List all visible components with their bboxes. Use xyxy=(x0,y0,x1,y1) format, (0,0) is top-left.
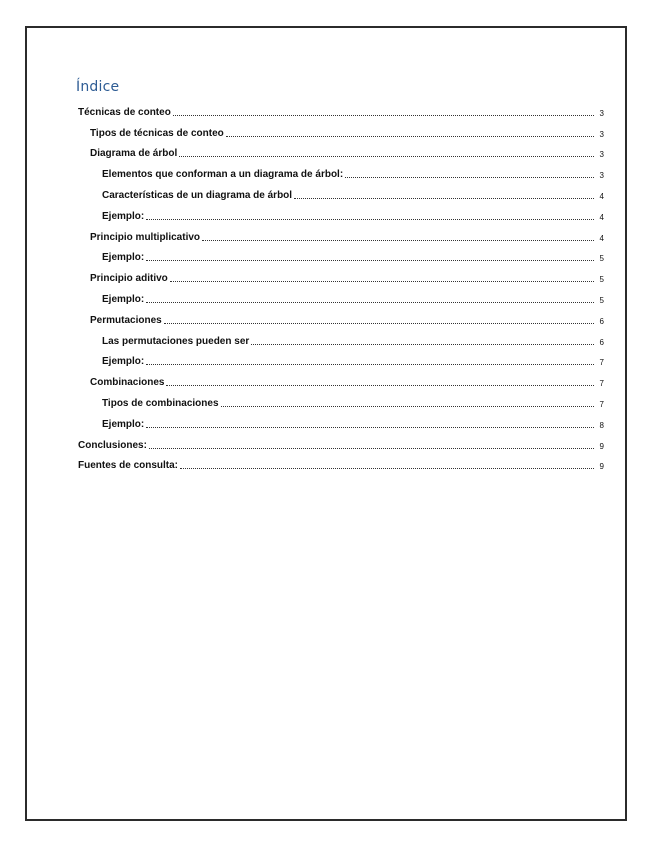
toc-entry[interactable] xyxy=(78,369,604,390)
toc-page-number: 4 xyxy=(599,191,604,201)
toc-leader-dots xyxy=(164,322,594,324)
toc-title: Índice xyxy=(76,79,120,95)
toc-entry[interactable] xyxy=(78,182,604,203)
toc-leader-dots xyxy=(146,259,594,261)
toc-entry-text: Elementos que conforman a un diagrama de árbol: xyxy=(102,169,344,181)
toc-leader-dots xyxy=(173,114,594,116)
toc-entry-text: Ejemplo: xyxy=(102,356,145,368)
toc-entry[interactable] xyxy=(78,286,604,307)
toc-entry-text: Ejemplo: xyxy=(102,252,145,264)
toc-entry-text: Permutaciones xyxy=(90,314,162,326)
toc-entry[interactable] xyxy=(78,328,604,349)
toc-entry[interactable] xyxy=(78,161,604,182)
toc-page-number: 5 xyxy=(599,254,604,264)
toc-entry[interactable] xyxy=(78,307,604,328)
toc-leader-dots xyxy=(226,135,594,137)
toc-page-number: 3 xyxy=(599,171,604,181)
toc-entry-text: Tipos de técnicas de conteo xyxy=(90,127,224,139)
toc-page-number: 3 xyxy=(599,129,604,139)
toc-entry[interactable] xyxy=(78,120,604,141)
document-page xyxy=(25,26,627,821)
toc-leader-dots xyxy=(180,467,594,469)
toc-entry[interactable] xyxy=(78,99,604,120)
toc-entry-text: Características de un diagrama de árbol xyxy=(102,189,293,201)
toc-entry-text: Diagrama de árbol xyxy=(90,148,178,160)
toc-page-number: 5 xyxy=(599,275,604,285)
toc-page-number: 8 xyxy=(599,420,604,430)
toc-entry[interactable] xyxy=(78,411,604,432)
toc-leader-dots xyxy=(221,405,594,407)
toc-page-number: 4 xyxy=(599,233,604,243)
toc-leader-dots xyxy=(149,447,594,449)
toc-entry[interactable] xyxy=(78,390,604,411)
toc-leader-dots xyxy=(146,218,594,220)
toc-leader-dots xyxy=(179,155,594,157)
toc-page-number: 3 xyxy=(599,108,604,118)
toc-page-number: 9 xyxy=(599,441,604,451)
toc-page-number: 4 xyxy=(599,212,604,222)
toc-page-number: 7 xyxy=(599,379,604,389)
toc-leader-dots xyxy=(170,280,594,282)
toc-page-number: 3 xyxy=(599,150,604,160)
toc-leader-dots xyxy=(146,426,594,428)
toc-page-number: 9 xyxy=(599,462,604,472)
toc-entry-text: Las permutaciones pueden ser xyxy=(102,335,250,347)
toc-leader-dots xyxy=(202,239,594,241)
toc-leader-dots xyxy=(294,197,594,199)
toc-entry-text: Combinaciones xyxy=(90,377,165,389)
toc-entry-text: Ejemplo: xyxy=(102,293,145,305)
toc-entry-text: Tipos de combinaciones xyxy=(102,397,219,409)
toc-entry-text: Principio multiplicativo xyxy=(90,231,201,243)
toc-leader-dots xyxy=(146,301,594,303)
toc-entry-text: Conclusiones: xyxy=(78,439,147,451)
toc-entry[interactable] xyxy=(78,349,604,370)
toc-page-number: 7 xyxy=(599,399,604,409)
toc-page-number: 5 xyxy=(599,295,604,305)
toc-entry-text: Fuentes de consulta: xyxy=(78,460,179,472)
toc-entry[interactable] xyxy=(78,245,604,266)
toc-entry[interactable] xyxy=(78,453,604,474)
toc-leader-dots xyxy=(166,384,594,386)
toc-entry-text: Técnicas de conteo xyxy=(78,106,171,118)
toc-entry[interactable] xyxy=(78,265,604,286)
toc-entry[interactable] xyxy=(78,141,604,162)
toc-leader-dots xyxy=(146,363,594,365)
toc-page-number: 6 xyxy=(599,316,604,326)
toc-entry[interactable] xyxy=(78,203,604,224)
toc-leader-dots xyxy=(251,343,594,345)
toc-page-number: 6 xyxy=(599,337,604,347)
table-of-contents xyxy=(78,99,604,473)
toc-entry-text: Ejemplo: xyxy=(102,418,145,430)
toc-entry-text: Ejemplo: xyxy=(102,210,145,222)
toc-entry[interactable] xyxy=(78,432,604,453)
toc-page-number: 7 xyxy=(599,358,604,368)
toc-entry[interactable] xyxy=(78,224,604,245)
toc-entry-text: Principio aditivo xyxy=(90,273,168,285)
toc-leader-dots xyxy=(345,176,594,178)
